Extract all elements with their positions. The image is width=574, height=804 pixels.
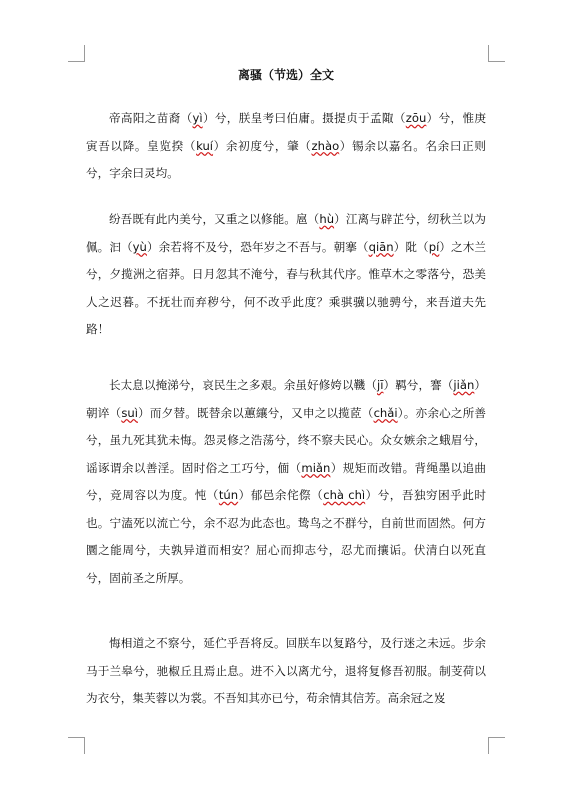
pinyin-annotation: kuí bbox=[196, 138, 214, 153]
pinyin-annotation: yì bbox=[192, 111, 203, 125]
paragraph-text-segment: ）阰（ bbox=[393, 239, 429, 254]
pinyin-annotation: yù bbox=[132, 239, 147, 254]
document-title: 离骚（节选）全文 bbox=[237, 68, 334, 82]
paragraph-text-segment: ）锡余以嘉名。名余曰正则兮，字余曰灵均。 bbox=[86, 138, 486, 180]
pinyin-annotation: tún bbox=[218, 488, 239, 502]
paragraph-text-segment: ）兮，惟庚寅吾以降。皇览揆（ bbox=[86, 111, 486, 153]
paragraph-text-segment: ）之木兰兮，夕揽洲之宿莽。日月忽其不淹兮，春与秋其代序。惟草木之零落兮，恐美人之迟暮。不抚壮而弃秽兮，何不改乎此度？乘骐骥以驰骋兮，来吾道夫先路！ bbox=[86, 239, 486, 336]
pinyin-annotation: chǎi bbox=[373, 405, 398, 420]
paragraph-text-segment: 长太息以掩涕兮，哀民生之多艰。余虽好修姱以鞿（ bbox=[109, 378, 377, 392]
paragraph-2[interactable] bbox=[86, 206, 486, 344]
pinyin-annotation: pí bbox=[428, 239, 440, 254]
pinyin-annotation: zhào bbox=[311, 138, 340, 153]
paragraph-text-segment: ）规矩而改错。背绳墨以追曲兮，竞周容以为度。忳（ bbox=[86, 460, 486, 502]
paragraph-text-segment: 帝高阳之苗裔（ bbox=[109, 111, 193, 125]
pinyin-annotation: jiǎn bbox=[453, 378, 475, 392]
margin-corner-top-left bbox=[68, 45, 85, 62]
pinyin-annotation: jī bbox=[376, 378, 384, 392]
paragraph-text-segment: ）。亦余心之所善兮，虽九死其犹未悔。怨灵修之浩荡兮，终不察夫民心。众女嫉余之蛾眉兮，谣诼谓余以善淫。固时俗之工巧兮，偭（ bbox=[86, 405, 486, 475]
paragraph-4[interactable] bbox=[86, 630, 486, 713]
margin-corner-bottom-right bbox=[488, 737, 505, 754]
margin-corner-top-right bbox=[488, 45, 505, 62]
paragraph-text-segment: ）余若将不及兮，恐年岁之不吾与。朝搴（ bbox=[146, 239, 369, 254]
paragraph-3[interactable] bbox=[86, 372, 486, 592]
paragraph-text-segment: ）江离与辟芷兮，纫秋兰以为佩。汩（ bbox=[86, 212, 486, 254]
paragraph-text-segment: 悔相道之不察兮，延伫乎吾将反。回朕车以复路兮，及行迷之未远。步余马于兰皋兮，驰椒丘且焉止息。进不入以离尤兮，退将复修吾初服。制芰荷以为衣兮，集芙蓉以为裳。不吾知其亦已兮，苟余情其信芳。高余冠之岌 bbox=[86, 636, 486, 705]
pinyin-annotation: suì bbox=[121, 405, 138, 420]
paragraph-text-segment: ）而夕替。既替余以蕙纕兮，又申之以揽茝（ bbox=[137, 405, 374, 420]
pinyin-annotation: hù bbox=[319, 212, 335, 226]
paragraph-text-segment: ）兮，朕皇考曰伯庸。摄提贞于孟陬（ bbox=[202, 111, 406, 125]
paragraph-text-segment: ）朝谇（ bbox=[86, 378, 486, 420]
paragraph-text-segment: ）郁邑余侘傺（ bbox=[238, 488, 324, 502]
paragraph-text-segment: ）兮，吾独穷困乎此时也。宁溘死以流亡兮，余不忍为此态也。鸷鸟之不群兮，自前世而固然。何方圜之能周兮，夫孰异道而相安？屈心而抑志兮，忍尤而攘诟。伏清白以死直兮，固前圣之所厚。 bbox=[86, 488, 486, 585]
paragraph-text-segment: ）羁兮，謇（ bbox=[383, 378, 454, 392]
paragraph-text-segment: 纷吾既有此内美兮，又重之以修能。扈（ bbox=[109, 212, 320, 226]
pinyin-annotation: qiān bbox=[368, 239, 394, 254]
pinyin-annotation: miǎn bbox=[301, 460, 331, 475]
pinyin-annotation: chà chì bbox=[323, 488, 366, 502]
pinyin-annotation: zōu bbox=[405, 111, 427, 125]
paragraph-text-segment: ）余初度兮，肇（ bbox=[213, 138, 312, 153]
margin-corner-bottom-left bbox=[68, 737, 85, 754]
paragraph-1[interactable] bbox=[86, 105, 486, 188]
